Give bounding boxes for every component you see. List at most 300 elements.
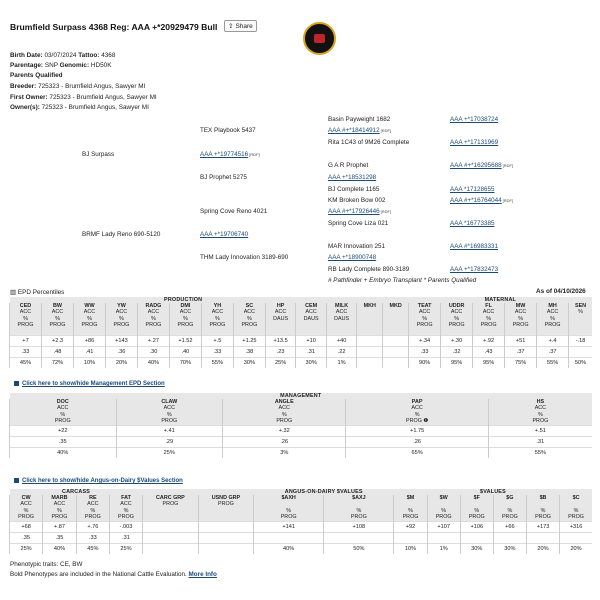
epd-col-header [357,303,383,335]
mgmt-col-sublabel: ACC [534,405,547,412]
values-col-sublabel: PROG [51,514,68,521]
values-col-sublabel: % [474,507,480,514]
ped-dd: THM Lady Innovation 3189-690 [200,254,289,261]
epd-cell-pct: 45% [10,357,42,368]
values-col-header [10,495,43,521]
values-cell-pct [198,543,253,554]
epd-col-sublabel: % [151,315,156,322]
values-col-header [394,495,427,521]
epd-col-header [505,303,537,335]
values-col-sublabel: PROG [535,514,551,521]
values-col-header [109,495,142,521]
values-cell-pct: 20% [526,543,559,554]
ped-ddd-link[interactable]: AAA +*17832473 [450,266,499,273]
values-col-header [324,495,394,521]
values-col-header [198,495,253,521]
values-col-name: $C [572,495,580,501]
epd-col-sublabel: % [518,315,523,322]
ped-sds-reg-wrap [450,162,513,169]
epd-col-sublabel: DAUS [303,315,319,322]
mgmt-col-header [116,399,223,425]
epd-col-header [265,303,295,335]
epd-col-sublabel: PROG [81,322,98,329]
management-label: MANAGEMENT [280,393,322,399]
values-col-sublabel: % [408,507,413,514]
epd-col-name: BW [52,303,62,309]
ped-sd-link[interactable]: AAA +*18531298 [328,174,377,181]
mgmt-cell-values: +1.75 [346,425,488,436]
epd-cell-pct: 55% [201,357,233,368]
values-col-sublabel: PROG [280,514,297,521]
values-col-sublabel: % [573,507,579,514]
epd-cell-acc: .32 [441,346,473,357]
toggle-icon [14,478,19,483]
ped-sss: Basin Payweight 1682 [328,116,391,123]
mgmt-col-name: CLAW [161,399,178,405]
values-cell-values: +92 [394,521,427,532]
ped-ds: Spring Cove Reno 4021 [200,208,268,215]
epd-col-sublabel: PROG [209,322,226,329]
rdf-tag: [RDF] [380,128,392,133]
rdf-tag: [RDF] [502,198,514,203]
epd-col-sublabel: % [215,315,220,322]
carcass-label: CARCASS [61,489,91,495]
values-cell-pct: 25% [109,543,142,554]
mgmt-col-name: ANGLE [274,399,294,405]
epd-col-name: MILK [334,303,349,309]
values-cell-values: +106 [460,521,493,532]
values-cell-values: +66 [493,521,526,532]
aod-label: ANGUS-ON-DAIRY $VALUES [284,489,363,495]
mgmt-col-sublabel: PROG ❶ [406,418,429,425]
more-info-link[interactable]: More Info [188,571,217,578]
maternal-label: MATERNAL [484,297,517,303]
epd-col-sublabel: % [23,315,28,322]
values-cell-pct [143,543,199,554]
rdf-tag: [RDF] [249,152,260,157]
mgmt-col-sublabel: % [537,411,543,418]
ped-ssd: Rita 1C43 of 9M26 Complete [328,139,410,146]
mgmt-col-sublabel: % [166,411,172,418]
ped-sire-reg-wrap [200,151,260,158]
ped-dds: MAR Innovation 251 [328,243,386,250]
epd-col-sublabel: % [454,315,460,322]
epd-col-header [569,303,592,335]
first-owner-info: First Owner: 725323 - Brumfield Angus, Sawyer MI [10,94,157,101]
management-toggle[interactable]: Click here to show/hide Management EPD Section [14,381,165,387]
epd-col-sublabel: % [578,309,583,316]
values-col-name: $G [506,495,514,501]
ped-ddd: RB Lady Complete 890-3189 [328,266,410,273]
values-cell-values: +107 [427,521,460,532]
values-col-sublabel: % [23,507,29,514]
values-table [9,489,592,554]
epd-cell-pct: 10% [73,357,105,368]
mgmt-col-sublabel: % [281,411,287,418]
epd-col-sublabel: ACC [179,309,192,316]
epd-col-name: TEAT [417,303,432,309]
epd-col-name: WW [84,303,95,309]
mgmt-col-header [223,399,346,425]
epd-col-sublabel: ACC [19,309,32,316]
epd-cell-pct: 20% [105,357,137,368]
values-col-name: CARC GRP [156,495,185,501]
toggle-icon [14,381,19,386]
epd-cell-values: +51 [505,335,537,346]
values-toggle[interactable]: Click here to show/hide Angus-on-Dairy $Values Section [14,478,183,484]
epd-col-sublabel: ACC [546,309,559,316]
values-col-sublabel: PROG [118,514,134,521]
epd-cell-acc: .31 [296,346,326,357]
values-col-sublabel: PROG [162,501,179,508]
epd-cell-pct: 95% [441,357,473,368]
ped-ss-reg-wrap [328,127,391,134]
epd-col-name: YH [213,303,222,309]
mgmt-col-sublabel: ACC [278,405,290,412]
values-col-sublabel: PROG [350,514,367,521]
epd-col-sublabel: % [119,315,124,322]
mgmt-col-sublabel: % [414,411,420,418]
epd-col-sublabel: PROG [49,322,66,329]
epd-col-sublabel: ACC [211,309,224,316]
angus-logo [303,22,336,55]
ped-ds-link[interactable]: AAA #+*17926446 [328,208,380,215]
values-col-name: RE [89,495,97,501]
epd-col-name: MKH [363,303,376,309]
epd-col-sublabel: ACC [243,309,256,316]
epd-cell-values [383,335,409,346]
values-col-header [560,495,592,521]
epd-col-header [383,303,409,335]
values-col-sublabel: ACC [53,501,66,508]
ped-sds: G A R Prophet [328,162,369,169]
epd-col-header [326,303,356,335]
values-cell-pct: 10% [394,543,427,554]
epd-cell-acc: .41 [73,346,105,357]
epd-cell-values: +.5 [201,335,233,346]
values-cell-values: +.87 [43,521,77,532]
ped-dd-link[interactable]: AAA +*18900748 [328,254,377,261]
epd-col-sublabel: ACC [514,309,527,316]
values-col-sublabel: PROG [468,514,485,521]
values-cell-values: +173 [526,521,559,532]
values-col-sublabel: % [356,507,362,514]
ped-sdd: BJ Complete 1165 [328,186,380,193]
epd-cell-values: +1.52 [169,335,201,346]
epd-col-sublabel: ACC [305,309,317,316]
values-cell-pct: 20% [560,543,592,554]
values-col-sublabel: PROG [18,514,34,521]
mgmt-cell-acc: .31 [488,436,592,447]
epd-cell-acc: .37 [537,346,569,357]
epd-cell-values: +143 [105,335,137,346]
share-label: Share [235,22,253,30]
values-cell-pct: 45% [76,543,109,554]
mgmt-cell-acc: .26 [346,436,488,447]
epd-title: EPD Percentiles [17,289,65,296]
values-cell-values [198,521,253,532]
epd-cell-pct: 1% [326,357,356,368]
production-label: PRODUCTION [164,297,203,303]
values-col-name: $B [539,495,547,501]
values-cell-pct: 40% [254,543,324,554]
ped-footnote: # Pathfinder + Embryo Transplant * Parents Qualified [328,277,477,284]
values-col-name: $W [439,495,448,501]
epd-cell-pct: 30% [233,357,265,368]
values-col-header [427,495,460,521]
epd-cell-acc: .22 [326,346,356,357]
values-cell-acc [143,532,199,543]
rdf-tag: [RDF] [380,209,392,214]
values-col-name: CW [21,495,31,501]
epd-col-sublabel: % [55,315,60,322]
values-col-sublabel: % [507,507,513,514]
epd-col-header [10,303,42,335]
mgmt-cell-pct: 25% [116,447,223,458]
epd-col-sublabel: % [246,315,252,322]
values-col-name: $AXH [281,495,296,501]
breeder-info: Breeder: 725323 - Brumfield Angus, Sawyer MI [10,83,146,90]
epd-cell-values: +86 [73,335,105,346]
epd-cell-values: +13.5 [265,335,295,346]
epd-col-sublabel: % [422,315,428,322]
epd-col-name: SEN [574,303,587,309]
epd-cell-pct: 30% [296,357,326,368]
values-cell-pct: 30% [460,543,493,554]
epd-col-header [41,303,73,335]
epd-cell-pct: 72% [41,357,73,368]
epd-col-name: RADG [145,303,162,309]
mgmt-cell-values: +.41 [116,425,223,436]
values-col-sublabel: PROG [402,514,419,521]
epd-title-wrap [10,288,64,296]
mgmt-col-sublabel: PROG [276,418,293,425]
mgmt-cell-acc: .26 [223,436,346,447]
ped-ssd-link[interactable]: AAA +*17131969 [450,139,499,146]
mgmt-col-name: DOC [56,399,69,405]
mgmt-cell-pct: 40% [10,447,117,458]
epd-cell-pct [383,357,409,368]
epd-col-name: UDDR [448,303,465,309]
mgmt-col-sublabel: PROG [54,418,71,425]
values-col-header [493,495,526,521]
epd-col-sublabel: PROG [480,322,497,329]
epd-cell-acc [383,346,409,357]
epd-col-name: MKD [389,303,402,309]
epd-cell-acc: .38 [233,346,265,357]
epd-col-sublabel: ACC [335,309,348,316]
ped-sds-link[interactable]: AAA #+*16295688 [450,162,502,169]
mgmt-col-sublabel: ACC [163,405,175,412]
values-col-sublabel: % [286,507,292,514]
epd-col-name: CED [19,303,32,309]
mgmt-cell-values: +.32 [223,425,346,436]
ped-dds-link[interactable]: AAA #*16983331 [450,243,498,250]
epd-col-sublabel: ACC [51,309,64,316]
ped-sire-link[interactable]: AAA +*19774516 [200,151,249,158]
epd-cell-values: +40 [326,335,356,346]
ped-dsd: Spring Cove Liza 021 [328,220,389,227]
epd-col-name: DMI [180,303,191,309]
epd-cell-pct: 50% [569,357,592,368]
mgmt-col-header [10,399,117,425]
epd-cell-acc: .30 [137,346,169,357]
epd-col-sublabel: PROG [145,322,162,329]
values-cell-acc [427,532,460,543]
epd-col-sublabel: ACC [482,309,495,316]
values-cell-pct: 25% [10,543,43,554]
values-col-header [143,495,199,521]
epd-col-sublabel: PROG [416,322,433,329]
values-cell-acc: .35 [10,532,43,543]
epd-col-sublabel: ACC [450,309,463,316]
parents-qualified: Parents Qualified [10,72,63,79]
epd-cell-acc: .36 [105,346,137,357]
values-col-name: $F [473,495,480,501]
values-col-sublabel: % [441,507,447,514]
epd-col-header [137,303,169,335]
values-cell-acc [526,532,559,543]
epd-col-header [73,303,105,335]
page-title: Brumfield Surpass 4368 Reg: AAA +*20929479 Bull [10,22,218,32]
values-col-sublabel: % [90,507,96,514]
share-button[interactable] [224,20,257,32]
values-cell-pct: 30% [493,543,526,554]
values-cell-pct: 50% [324,543,394,554]
epd-cell-acc [357,346,383,357]
values-cell-pct: 40% [43,543,77,554]
values-cell-acc [324,532,394,543]
values-col-header [254,495,324,521]
ped-sss-link[interactable]: AAA +*17038724 [450,116,499,123]
epd-col-sublabel: PROG [448,322,465,329]
ped-dsd-link[interactable]: AAA *16773385 [450,220,495,227]
epd-col-sublabel: ACC [147,309,160,316]
values-col-header [76,495,109,521]
management-table [9,393,592,458]
values-cell-values: +.76 [76,521,109,532]
mgmt-col-header [346,399,488,425]
bold-note: Bold Phenotypes are included in the National Cattle Evaluation. [10,571,187,578]
ped-sire: BJ Surpass [82,151,115,158]
epd-col-sublabel: DAUS [273,315,289,322]
mgmt-cell-acc: .35 [10,436,117,447]
epd-cell-acc [569,346,592,357]
values-cell-values: -.003 [109,521,142,532]
values-col-sublabel: % [57,507,62,514]
epd-col-header [105,303,137,335]
values-col-sublabel: % [123,507,129,514]
values-col-header [43,495,77,521]
values-col-header [460,495,493,521]
epd-table [9,297,592,368]
epd-col-sublabel: DAUS [334,315,350,322]
values-cell-pct: 1% [427,543,460,554]
values-cell-values: +108 [324,521,394,532]
epd-col-sublabel: PROG [241,322,258,329]
values-col-sublabel: ACC [120,501,132,508]
ped-dss-link[interactable]: AAA #+*16764044 [450,197,502,204]
values-cell-acc: .33 [76,532,109,543]
epd-cell-values [357,335,383,346]
epd-cell-acc: .33 [409,346,441,357]
epd-cell-values: +1.25 [233,335,265,346]
epd-cell-values: +2.3 [41,335,73,346]
values-cell-acc [254,532,324,543]
epd-col-name: YW [117,303,126,309]
values-col-sublabel: % [540,507,546,514]
values-col-name: MARB [51,495,68,501]
epd-col-name: SC [245,303,254,309]
values-cell-acc [460,532,493,543]
epd-col-sublabel: % [87,315,92,322]
epd-cell-pct [357,357,383,368]
epd-cell-values: +7 [10,335,42,346]
values-cell-acc: .31 [109,532,142,543]
values-cell-values [143,521,199,532]
values-col-sublabel: PROG [84,514,101,521]
epd-cell-values: +.30 [441,335,473,346]
mgmt-cell-values: +.51 [488,425,592,436]
values-cell-acc: .35 [43,532,77,543]
epd-col-sublabel: PROG [113,322,130,329]
mgmt-col-header [488,399,592,425]
epd-col-header [233,303,265,335]
rdf-tag: [RDF] [502,163,514,168]
info-icon[interactable]: ❶ [421,418,429,425]
epd-cell-acc: .43 [473,346,505,357]
epd-cell-acc: .23 [265,346,295,357]
dollar-values-label: $VALUES [480,489,506,495]
epd-cell-acc: .33 [10,346,42,357]
epd-col-sublabel: PROG [544,322,561,329]
epd-col-header [409,303,441,335]
epd-cell-pct: 70% [169,357,201,368]
ped-ss: TEX Playbook 5437 [200,127,256,134]
bold-note-wrap [10,571,217,578]
mgmt-cell-pct: 65% [346,447,488,458]
epd-cell-acc: .37 [505,346,537,357]
ped-sdd-link[interactable]: AAA *17128655 [450,186,495,193]
epd-cell-values: +.92 [473,335,505,346]
parentage-info: Parentage: SNP Genomic: HD50K [10,62,112,69]
epd-cell-values: -.18 [569,335,592,346]
ped-dam-link[interactable]: AAA +*19706740 [200,231,249,238]
values-col-sublabel: ACC [20,501,32,508]
ped-ss-link[interactable]: AAA #+*18414912 [328,127,380,134]
values-col-sublabel: PROG [568,514,584,521]
epd-col-name: MH [548,303,557,309]
epd-col-name: MW [515,303,526,309]
epd-cell-acc: .40 [169,346,201,357]
epd-col-sublabel: PROG [512,322,529,329]
mgmt-col-sublabel: PROG [161,418,178,425]
epd-cell-values: +.4 [537,335,569,346]
values-cell-acc [493,532,526,543]
epd-col-sublabel: PROG [177,322,194,329]
epd-cell-pct: 90% [409,357,441,368]
epd-col-sublabel: ACC [274,309,287,316]
values-cell-values: +141 [254,521,324,532]
epd-cell-values: +.27 [137,335,169,346]
epd-col-sublabel: PROG [17,322,34,329]
mgmt-cell-pct: 55% [488,447,592,458]
epd-cell-values: +10 [296,335,326,346]
mgmt-cell-pct: 3% [223,447,346,458]
values-cell-values: +68 [10,521,43,532]
epd-col-name: CEM [305,303,318,309]
values-col-name: $M [406,495,415,501]
